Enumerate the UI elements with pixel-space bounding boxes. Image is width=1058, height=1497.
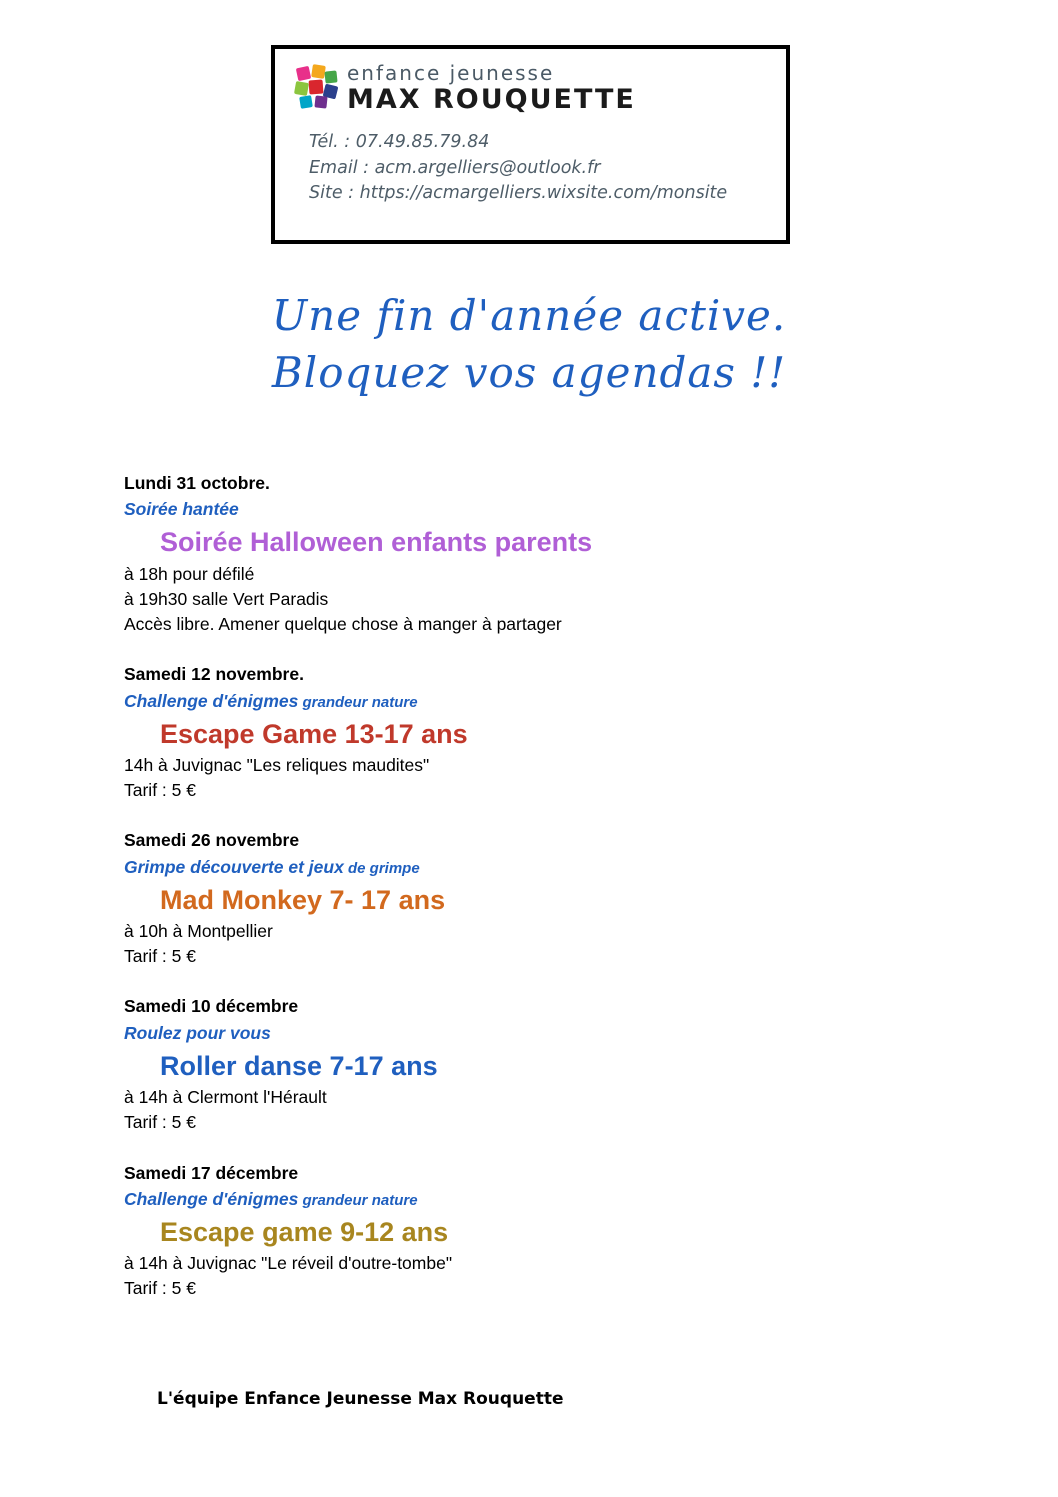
event-item [124,827,924,969]
header-logo-inner [275,49,786,240]
brand-row [295,63,766,114]
event-detail-line: à 18h pour défilé [124,563,255,584]
footer-signature: L'équipe Enfance Jeunesse Max Rouquette [157,1389,564,1409]
event-item [124,661,924,803]
event-subtitle [124,1020,924,1047]
event-headline: Escape game 9-12 ans [160,1216,449,1247]
page-title [0,288,1058,401]
event-detail-line: à 19h30 salle Vert Paradis [124,588,329,609]
event-detail-line: 14h à Juvignac "Les reliques maudites" [124,754,430,775]
event-date: Lundi 31 octobre. [124,473,270,493]
event-subtitle-small: de grimpe [343,859,420,877]
event-date: Samedi 10 décembre [124,996,299,1017]
event-headline: Soirée Halloween enfants parents [160,527,593,558]
event-detail-line: à 14h à Clermont l'Hérault [124,1087,327,1108]
event-subtitle-main: Soirée hantée [124,499,239,520]
event-subtitle-main: Challenge d'énigmes [124,690,299,711]
event-detail-line: Tarif : 5 € [124,946,196,967]
event-detail-line: Tarif : 5 € [124,780,196,801]
event-item [124,470,924,637]
page-title-line2: Bloquez vos agendas !! [271,347,787,397]
brand-line1: enfance jeunesse [347,61,555,85]
colorful-squares-logo-icon [295,65,339,109]
events-list [124,470,924,1326]
brand-line2: MAX ROUQUETTE [347,84,636,115]
event-date: Samedi 17 décembre [124,1162,299,1183]
event-item [124,993,924,1135]
event-date: Samedi 12 novembre. [124,664,304,685]
contact-website: Site : https://acmargelliers.wixsite.com/monsite [309,183,728,204]
event-headline: Mad Monkey 7- 17 ans [160,884,446,915]
event-item [124,1160,924,1302]
event-subtitle-small: grandeur nature [298,1191,418,1209]
brand-wordmark [347,63,636,114]
event-detail-line: Tarif : 5 € [124,1278,196,1299]
event-headline: Roller danse 7-17 ans [160,1050,438,1081]
event-detail-line: à 10h à Montpellier [124,921,273,942]
event-subtitle-small: grandeur nature [298,693,418,711]
header-logo-box [271,45,790,244]
event-headline: Escape Game 13-17 ans [160,718,468,749]
page-title-line1: Une fin d'année active. [271,291,787,340]
contact-email: Email : acm.argelliers@outlook.fr [309,157,601,178]
event-subtitle-main: Roulez pour vous [124,1022,271,1043]
event-subtitle-main: Grimpe découverte et jeux [124,856,344,877]
contact-block [309,130,766,206]
event-subtitle [124,854,924,881]
event-subtitle [124,496,924,523]
event-detail-line: Accès libre. Amener quelque chose à manger à partager [124,614,562,635]
contact-phone: Tél. : 07.49.85.79.84 [309,132,490,153]
event-subtitle [124,1186,924,1213]
event-detail-line: Tarif : 5 € [124,1112,196,1133]
event-subtitle [124,688,924,715]
event-detail-line: à 14h à Juvignac "Le réveil d'outre-tombe" [124,1253,453,1274]
event-date: Samedi 26 novembre [124,830,300,851]
event-subtitle-main: Challenge d'énigmes [124,1188,299,1209]
